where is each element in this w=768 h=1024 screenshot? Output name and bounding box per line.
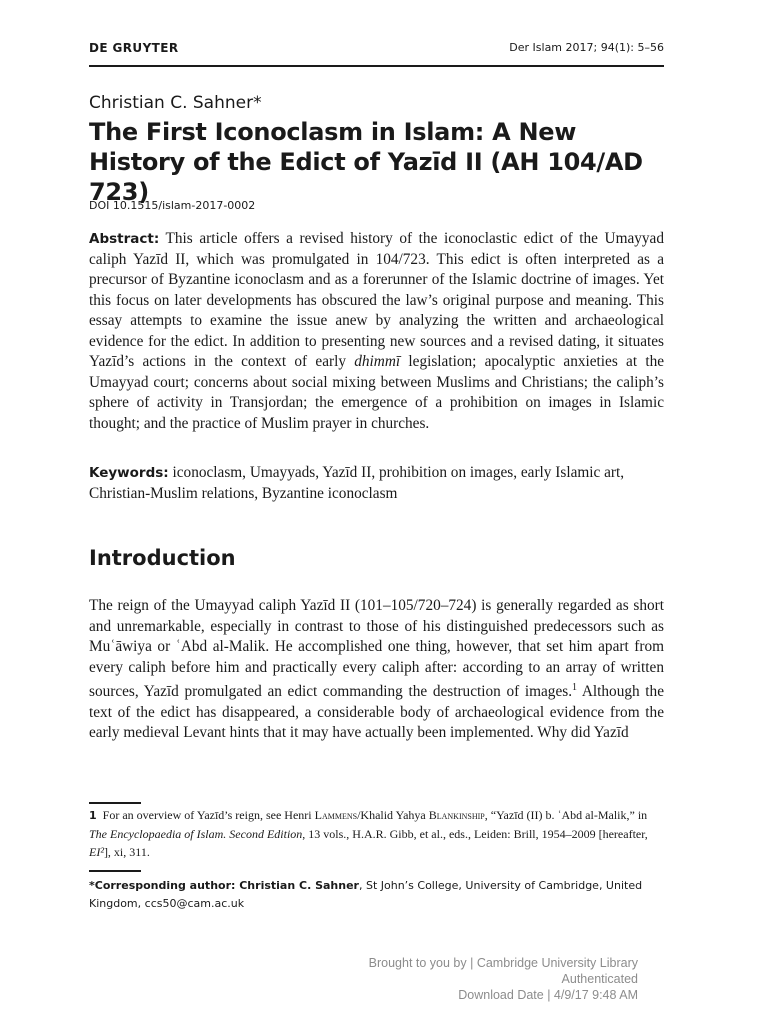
publisher-name: DE GRUYTER (89, 41, 179, 55)
footnote-rule (89, 802, 141, 804)
article-title: The First Iconoclasm in Islam: A New History of the Edict of Yazīd II (AH 104/AD 723) (89, 118, 643, 206)
keywords-text: iconoclasm, Umayyads, Yazīd II, prohibition on images, early Islamic art, Christian-Muslim relations, Byzantine iconoclasm (89, 464, 625, 502)
footnote-1 (89, 806, 664, 861)
footnote-text: For an overview of Yazīd’s reign, see Henri (102, 808, 315, 822)
watermark-line-2: Authenticated (561, 972, 638, 986)
corresponding-author-note (89, 877, 664, 913)
corresponding-author-label: *Corresponding author: Christian C. Sahner (89, 879, 359, 892)
footnote-text: ], xi, 311. (103, 845, 150, 859)
watermark-line-1: Brought to you by | Cambridge University Library (368, 956, 638, 970)
footnote-text: , 13 vols., H.A.R. Gibb, et al., eds., Leiden: Brill, 1954–2009 [hereafter, (302, 827, 648, 841)
article-author: Christian C. Sahner* (89, 93, 262, 113)
abstract-italic-term: dhimmī (354, 353, 401, 370)
introduction-text-end: Although the text of the edict has disappeared, a considerable body of archaeological evidence from the early medieval Levant hints that it may have actually been implemented. Why did Yazīd (89, 683, 664, 742)
watermark-line-3: Download Date | 4/9/17 9:48 AM (458, 988, 638, 1002)
footnote-author-2: Blankinship (428, 808, 485, 822)
abstract-paragraph (89, 229, 664, 434)
abstract-label: Abstract: (89, 231, 160, 247)
abstract-text-end: legislation; apocalyptic anxieties at the Umayyad court; concerns about social mixing between Muslims and Christians; the caliph’s sphere of activity in Transjordan; the emergence of a prohibition on images in Islamic thought; and the practice of Muslim prayer in churches. (89, 353, 665, 432)
article-doi: DOI 10.1515/islam-2017-0002 (89, 199, 256, 212)
keywords-label: Keywords: (89, 465, 169, 481)
journal-citation: Der Islam 2017; 94(1): 5–56 (509, 41, 664, 54)
corresponding-author-details: , St John’s College, University of Cambridge, United Kingdom, ccs50@cam.ac.uk (89, 879, 643, 910)
introduction-paragraph (89, 596, 664, 744)
footnote-reference[interactable]: 1 (572, 682, 578, 693)
corresponding-rule (89, 870, 141, 872)
header-rule (89, 65, 664, 67)
footnote-abbreviation: EI² (89, 845, 104, 859)
section-heading-introduction: Introduction (89, 546, 236, 570)
footnote-text: /Khalid Yahya (357, 808, 429, 822)
footnote-text: , “Yazīd (II) b. ʿAbd al-Malik,” in (484, 808, 648, 822)
footnote-work-title: The Encyclopaedia of Islam. Second Edition (89, 827, 303, 841)
abstract-text: This article offers a revised history of the iconoclastic edict of the Umayyad caliph Yazīd II, which was promulgated in 104/723. This edict is often interpreted as a precursor of Byzantine iconoclasm and as a forerunner of the Islamic doctrine of images. Yet this focus on later developments has obscured the law’s original purpose and meaning. This essay attempts to examine the issue anew by analyzing the written and archaeological evidence for the edict. In addition to presenting new sources and a revised dating, it situates Yazīd’s actions in the context of early (89, 230, 664, 370)
download-watermark (369, 955, 638, 1003)
footnote-author-1: Lammens (314, 808, 358, 822)
footnote-number: 1 (89, 809, 97, 822)
introduction-text: The reign of the Umayyad caliph Yazīd II (101–105/720–724) is generally regarded as short and unremarkable, especially in contrast to those of his distinguished predecessors such as Muʿāwiya or ʿAbd al-Malik. He accomplished one thing, however, that set him apart from every caliph before him and practically every caliph after: according to an array of written sources, Yazīd promulgated an edict commanding the destruction of images. (89, 597, 664, 701)
keywords-paragraph (89, 463, 664, 504)
